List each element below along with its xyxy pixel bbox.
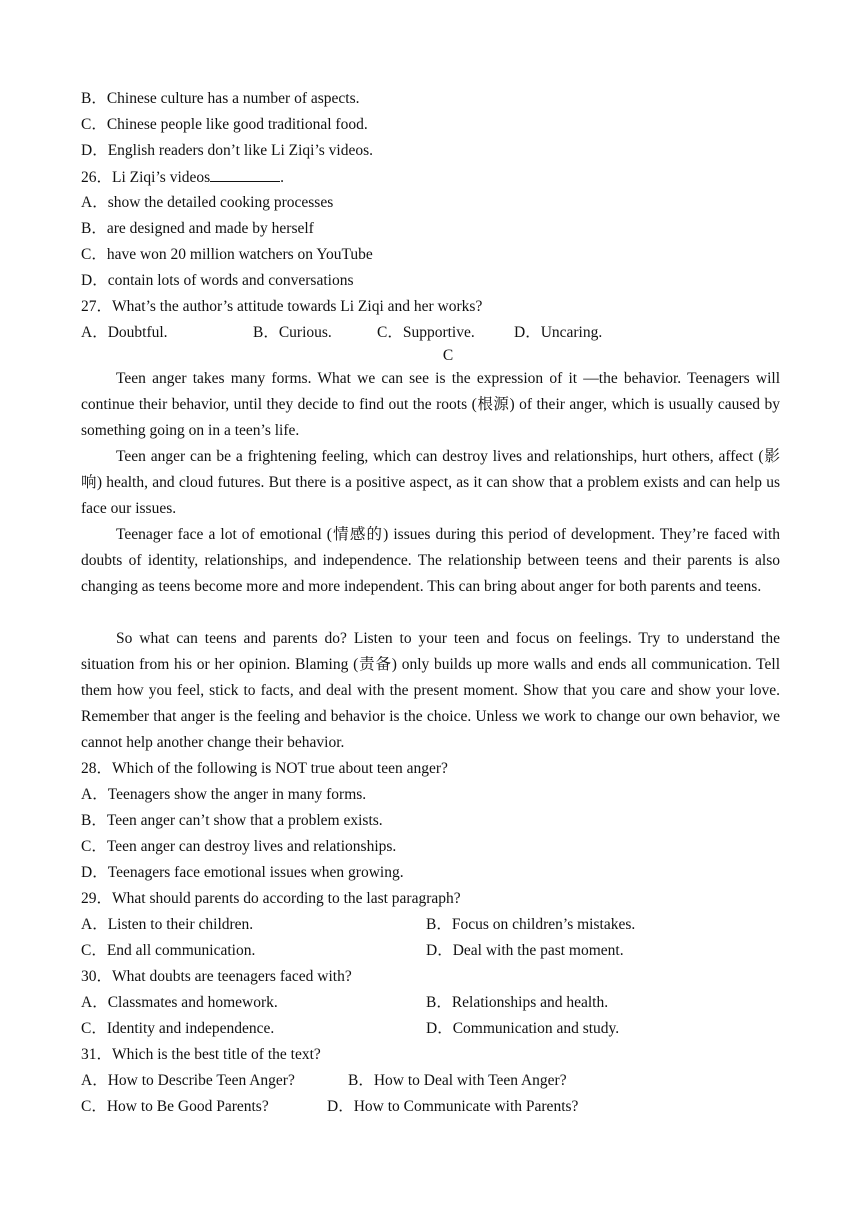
q26-option-a: A．show the detailed cooking processes xyxy=(81,194,334,211)
q30-option-b: B．Relationships and health. xyxy=(426,994,609,1011)
q26-option-b: B．are designed and made by herself xyxy=(81,220,314,237)
q30-option-c: C．Identity and independence. xyxy=(81,1020,275,1037)
q30-stem: 30．What doubts are teenagers faced with? xyxy=(81,968,352,985)
q29-option-a: A．Listen to their children. xyxy=(81,916,254,933)
q31-stem: 31．Which is the best title of the text? xyxy=(81,1046,321,1063)
q31-option-d: D．How to Communicate with Parents? xyxy=(327,1098,579,1115)
q28-option-a: A．Teenagers show the anger in many forms. xyxy=(81,786,367,803)
q28-option-c: C．Teen anger can destroy lives and relationships. xyxy=(81,838,397,855)
q27-stem: 27．What’s the author’s attitude towards Li Ziqi and her works? xyxy=(81,298,483,315)
q28-option-d: D．Teenagers face emotional issues when growing. xyxy=(81,864,404,881)
q25-option-b: B．Chinese culture has a number of aspects. xyxy=(81,90,360,107)
passage-paragraph-4: So what can teens and parents do? Listen to your teen and focus on feelings. Try to understand the situation from his or her opinion. Blaming (责备) only builds up more walls and ends all communication. Tell them how you feel, stick to facts, and deal with the present moment. Show that you care and show your love. Remember that anger is the feeling and behavior is the choice. Unless we work to change our own behavior, we cannot help another change their behavior. xyxy=(81,630,780,751)
q29-option-b: B．Focus on children’s mistakes. xyxy=(426,916,636,933)
answer-blank xyxy=(210,167,280,182)
q31-option-c: C．How to Be Good Parents? xyxy=(81,1098,269,1115)
q26-stem-end: . xyxy=(280,169,285,186)
q25-option-c: C．Chinese people like good traditional food. xyxy=(81,116,368,133)
q26-stem xyxy=(81,167,284,188)
passage-paragraph-2: Teen anger can be a frightening feeling, which can destroy lives and relationships, hurt others, affect (影响) health, and cloud futures. But there is a positive aspect, as it can show that a problem exists and can help us face our issues. xyxy=(81,448,780,517)
q26-option-c: C．have won 20 million watchers on YouTube xyxy=(81,246,373,263)
q29-option-d: D．Deal with the past moment. xyxy=(426,942,624,959)
q28-option-b: B．Teen anger can’t show that a problem exists. xyxy=(81,812,383,829)
passage-paragraph-3: Teenager face a lot of emotional (情感的) issues during this period of development. They’re faced with doubts of identity, relationships, and independence. The relationship between teens and their parents is also changing as teens become more and more independent. This can bring about anger for both parents and teens. xyxy=(81,526,780,595)
q25-option-d: D．English readers don’t like Li Ziqi’s videos. xyxy=(81,142,374,159)
q31-option-b: B．How to Deal with Teen Anger? xyxy=(348,1072,567,1089)
q31-option-a: A．How to Describe Teen Anger? xyxy=(81,1072,295,1089)
passage-heading: C xyxy=(442,347,454,364)
q26-option-d: D．contain lots of words and conversations xyxy=(81,272,354,289)
q27-option-b: B．Curious. xyxy=(253,324,332,341)
q29-option-c: C．End all communication. xyxy=(81,942,256,959)
q28-stem: 28．Which of the following is NOT true about teen anger? xyxy=(81,760,448,777)
q27-option-d: D．Uncaring. xyxy=(514,324,603,341)
q30-option-a: A．Classmates and homework. xyxy=(81,994,278,1011)
passage-paragraph-1: Teen anger takes many forms. What we can see is the expression of it —the behavior. Teenagers will continue their behavior, until they decide to find out the roots (根源) of their anger, which is usually caused by something going on in a teen’s life. xyxy=(81,370,780,439)
q27-option-a: A．Doubtful. xyxy=(81,324,168,341)
q29-stem: 29．What should parents do according to the last paragraph? xyxy=(81,890,461,907)
q27-option-c: C．Supportive. xyxy=(377,324,475,341)
q26-stem-text: 26．Li Ziqi’s videos xyxy=(81,169,211,186)
q30-option-d: D．Communication and study. xyxy=(426,1020,620,1037)
